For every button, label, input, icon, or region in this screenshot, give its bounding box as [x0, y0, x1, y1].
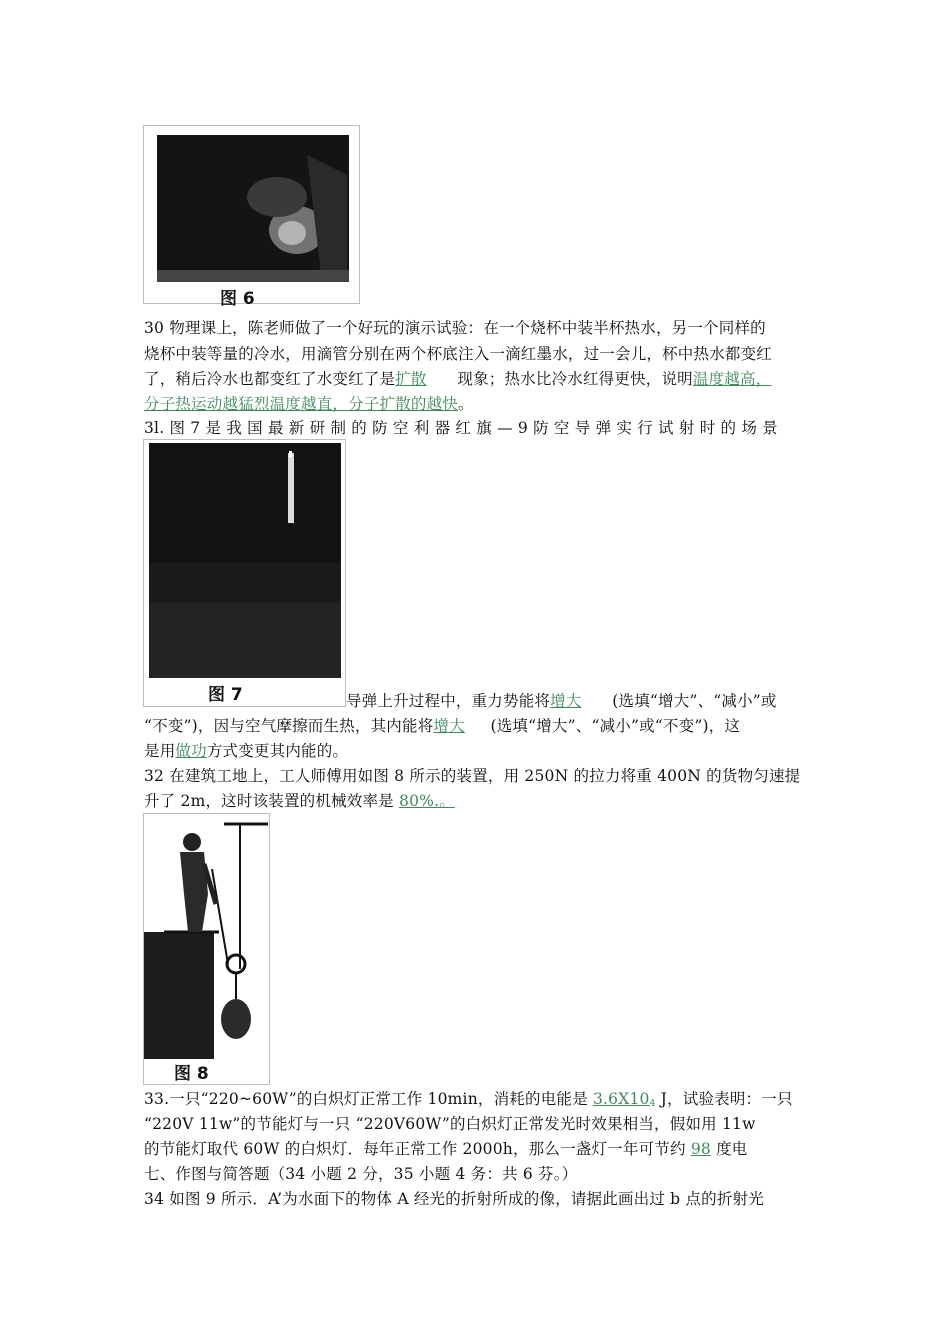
- q32-text-2a: 升了 2m，这时该装置的机械效率是: [144, 792, 394, 810]
- q30-line-4: [144, 394, 808, 414]
- q33-line-3: [144, 1139, 808, 1159]
- q31-line-4: [144, 741, 808, 761]
- q30-line-4-end: 。: [458, 395, 474, 413]
- q33-answer-1-base: 3.6X10: [592, 1090, 650, 1108]
- q30-answer-1: 扩散: [395, 370, 427, 388]
- q34-line-1: 34 如图 9 所示．A’为水面下的物体 A 经光的折射所成的像，请据此画出过 b 点的折射光: [144, 1190, 764, 1208]
- q33-text-1a: 33.一只“220~60W”的白炽灯正常工作 10min，消耗的电能是: [144, 1090, 588, 1108]
- q33-text-3a: 的节能灯取代 60W 的白炽灯．每年正常工作 2000h，那么一盏灯一年可节约: [144, 1140, 686, 1158]
- q33-answer-1: [593, 1090, 656, 1108]
- q31-text-3b: (选填“增大”、“减小”或“不变”)，这: [490, 717, 741, 735]
- figure-6: [143, 125, 360, 309]
- q31-answer-2: 增大: [433, 717, 465, 735]
- q33-line-1: [144, 1089, 808, 1114]
- q30-text-3a: 了，稍后冷水也都变红了水变红了是: [144, 370, 396, 388]
- q33-answer-2: 98: [690, 1140, 711, 1158]
- q31-line-2: [346, 691, 808, 711]
- q32-answer: 80%.。: [399, 792, 455, 810]
- figure-7-photo: [149, 443, 341, 678]
- q32-line-1: 32 在建筑工地上，工人师傅用如图 8 所示的装置，用 250N 的拉力将重 400N 的货物匀速提: [144, 767, 801, 785]
- figure-6-caption: 图 6: [220, 289, 255, 309]
- q31-answer-3: 做功: [175, 742, 207, 760]
- q31-text-4a: 是用: [144, 742, 176, 760]
- q31-line-1: 3l. 图 7 是 我 国 最 新 研 制 的 防 空 利 器 红 旗 — 9 防 空 导 弹 实 行 试 射 时 的 场 景: [144, 419, 778, 437]
- q31-line-3: [144, 716, 808, 736]
- q33-line-2: “220V 11w”的节能灯与一只 “220V60W”的白炽灯正常发光时效果相当，假如用 11w: [144, 1115, 756, 1133]
- q30-answer-2b: 分子热运动越猛烈温度越直，分子扩散的越快: [144, 395, 459, 413]
- figure-7: [143, 439, 346, 707]
- q31-text-4b: 方式变更其内能的。: [206, 742, 349, 760]
- q30-line-1: 30 物理课上，陈老师做了一个好玩的演示试验：在一个烧杯中装半杯热水，另一个同样的: [144, 319, 766, 337]
- q33-answer-1-exponent: 4: [649, 1099, 656, 1109]
- q32-line-2: [144, 791, 808, 811]
- figure-6-photo: [157, 135, 349, 282]
- figure-8-image: [144, 814, 269, 1059]
- q31-text-3a: “不变”)，因与空气摩擦而生热，其内能将: [144, 717, 434, 735]
- q31-answer-1: 增大: [550, 692, 582, 710]
- q30-text-3b: 现象；热水比冷水红得更快，说明: [457, 370, 693, 388]
- q30-line-3: [144, 369, 808, 389]
- q33-text-1b: J，试验表明：一只: [660, 1090, 793, 1108]
- section-7-heading: 七、作图与简答题（34 小题 2 分，35 小题 4 务：共 6 芬。）: [144, 1165, 578, 1183]
- q31-text-2b: (选填“增大”、“减小”或: [612, 692, 777, 710]
- q33-text-3b: 度电: [716, 1140, 748, 1158]
- figure-8: [143, 813, 270, 1085]
- figure-8-caption: 图 8: [174, 1064, 209, 1084]
- q30-answer-2a: 温度越高，: [692, 370, 772, 388]
- figure-7-image: [149, 443, 341, 678]
- q30-line-2: 烧杯中装等量的冷水，用滴管分别在两个杯底注入一滴红墨水，过一会儿，杯中热水都变红: [144, 345, 773, 363]
- q31-text-2a: 导弹上升过程中，重力势能将: [346, 692, 551, 710]
- figure-7-caption: 图 7: [208, 685, 243, 705]
- figure-6-image: [157, 135, 349, 282]
